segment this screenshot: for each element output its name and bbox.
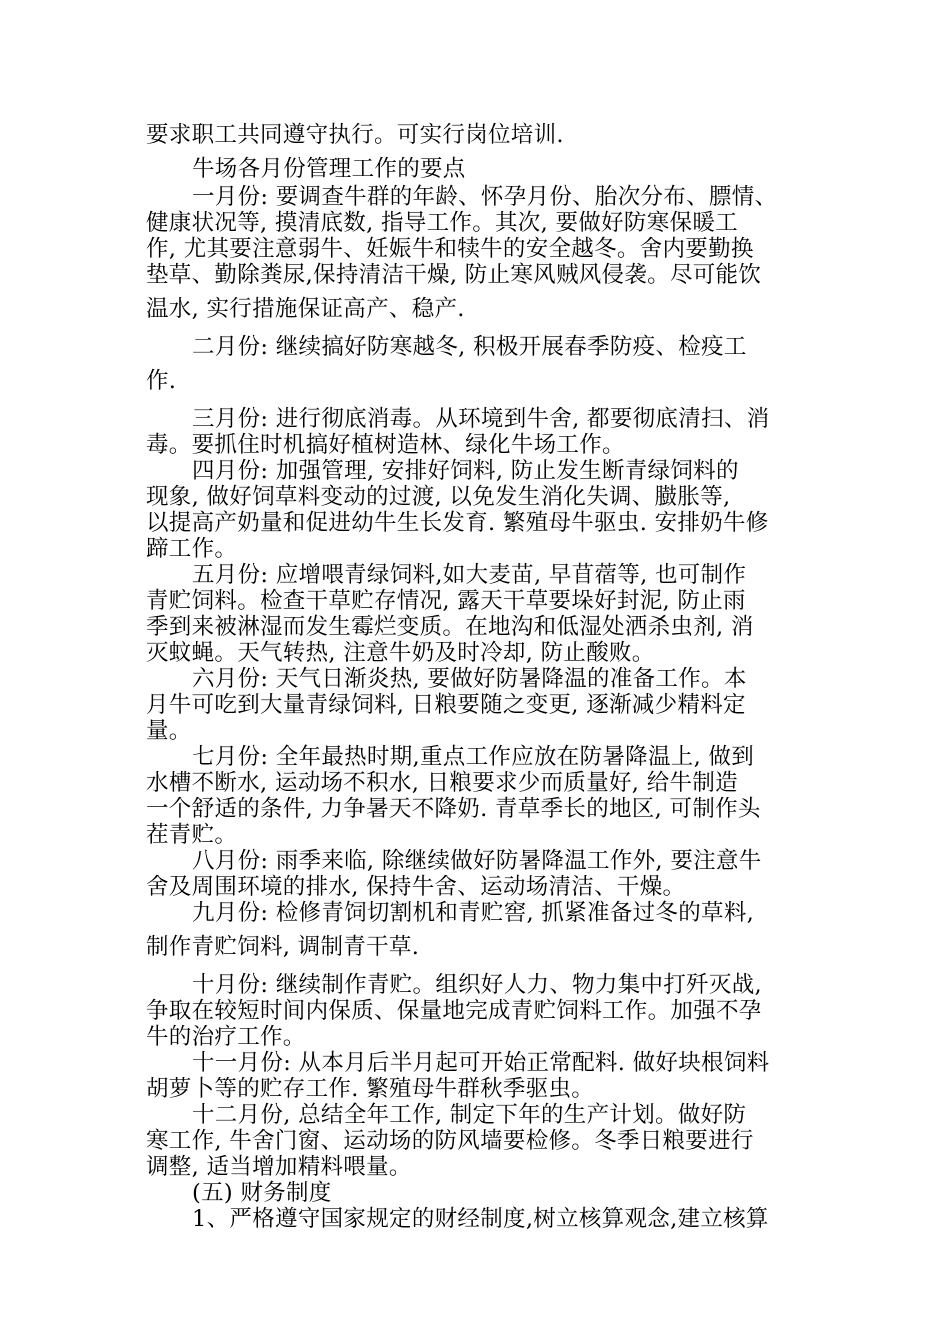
text-line: 垫草、勤除粪尿,保持清洁干燥, 防止寒风贼风侵袭。尽可能饮	[146, 262, 762, 288]
text-line: 二月份: 继续搞好防寒越冬, 积极开展春季防疫、检疫工	[192, 334, 747, 360]
text-line: 作, 尤其要注意弱牛、妊娠牛和犊牛的安全越冬。舍内要勤换	[146, 236, 754, 262]
text-line: 水槽不断水, 运动场不积水, 日粮要求少而质量好, 给牛制造	[146, 770, 738, 796]
text-line: 十二月份, 总结全年工作, 制定下年的生产计划。做好防	[192, 1102, 747, 1128]
text-line: 灭蚊蝇。天气转热, 注意牛奶及时冷却, 防止酸败。	[146, 640, 655, 666]
text-line: 青贮饲料。检查干草贮存情况, 露天干草要垛好封泥, 防止雨	[146, 588, 746, 614]
text-line: 一月份: 要调查牛群的年龄、怀孕月份、胎次分布、膘情、	[192, 184, 778, 210]
text-line: 月牛可吃到大量青绿饲料, 日粮要随之变更, 逐渐减少精料定	[146, 692, 746, 718]
text-line: 争取在较短时间内保质、保量地完成青贮饲料工作。加强不孕	[146, 998, 762, 1024]
text-line: 六月份: 天气日渐炎热, 要做好防暑降温的准备工作。本	[192, 666, 747, 692]
text-line: 现象, 做好饲草料变动的过渡, 以免发生消化失调、臌胀等,	[146, 484, 731, 510]
text-line: 要求职工共同遵守执行。可实行岗位培训.	[146, 122, 564, 148]
text-line: 三月份: 进行彻底消毒。从环境到牛舍, 都要彻底清扫、消	[192, 406, 770, 432]
text-line: (五) 财务制度	[192, 1180, 332, 1206]
text-line: 十一月份: 从本月后半月起可开始正常配料. 做好块根饲料	[192, 1050, 770, 1076]
text-line: 十月份: 继续制作青贮。组织好人力、物力集中打歼灭战,	[192, 972, 762, 998]
text-line: 寒工作, 牛舍门窗、运动场的防风墙要检修。冬季日粮要进行	[146, 1128, 754, 1154]
text-line: 八月份: 雨季来临, 除继续做好防暑降温工作外, 要注意牛	[192, 848, 762, 874]
text-line: 1、严格遵守国家规定的财经制度,树立核算观念,建立核算	[192, 1206, 769, 1232]
text-line: 牛场各月份管理工作的要点	[192, 156, 466, 182]
text-line: 舍及周围环境的排水, 保持牛舍、运动场清洁、干燥。	[146, 874, 686, 900]
text-line: 一个舒适的条件, 力争暑天不降奶. 青草季长的地区, 可制作头	[146, 796, 761, 822]
text-line: 温水, 实行措施保证高产、稳产.	[146, 296, 465, 322]
text-line: 蹄工作。	[146, 536, 238, 562]
text-line: 牛的治疗工作。	[146, 1024, 306, 1050]
text-line: 毒。要抓住时机搞好植树造林、绿化牛场工作。	[146, 432, 625, 458]
text-line: 健康状况等, 摸清底数, 指导工作。其次, 要做好防寒保暖工	[146, 210, 738, 236]
text-line: 量。	[146, 718, 192, 744]
text-line: 七月份: 全年最热时期,重点工作应放在防暑降温上, 做到	[192, 744, 755, 770]
text-line: 调整, 适当增加精料喂量。	[146, 1154, 412, 1180]
text-line: 五月份: 应增喂青绿饲料,如大麦苗, 早苜蓿等, 也可制作	[192, 562, 747, 588]
text-line: 九月份: 检修青饲切割机和青贮窖, 抓紧准备过冬的草料,	[192, 900, 755, 926]
text-line: 制作青贮饲料, 调制青干草.	[146, 934, 420, 960]
text-line: 胡萝卜等的贮存工作. 繁殖母牛群秋季驱虫。	[146, 1076, 595, 1102]
text-line: 茬青贮。	[146, 822, 238, 848]
text-line: 四月份: 加强管理, 安排好饲料, 防止发生断青绿饲料的	[192, 458, 739, 484]
text-line: 作.	[146, 368, 177, 394]
text-line: 以提高产奶量和促进幼牛生长发育. 繁殖母牛驱虫. 安排奶牛修	[146, 510, 769, 536]
text-line: 季到来被淋湿而发生霉烂变质。在地沟和低湿处洒杀虫剂, 消	[146, 614, 754, 640]
